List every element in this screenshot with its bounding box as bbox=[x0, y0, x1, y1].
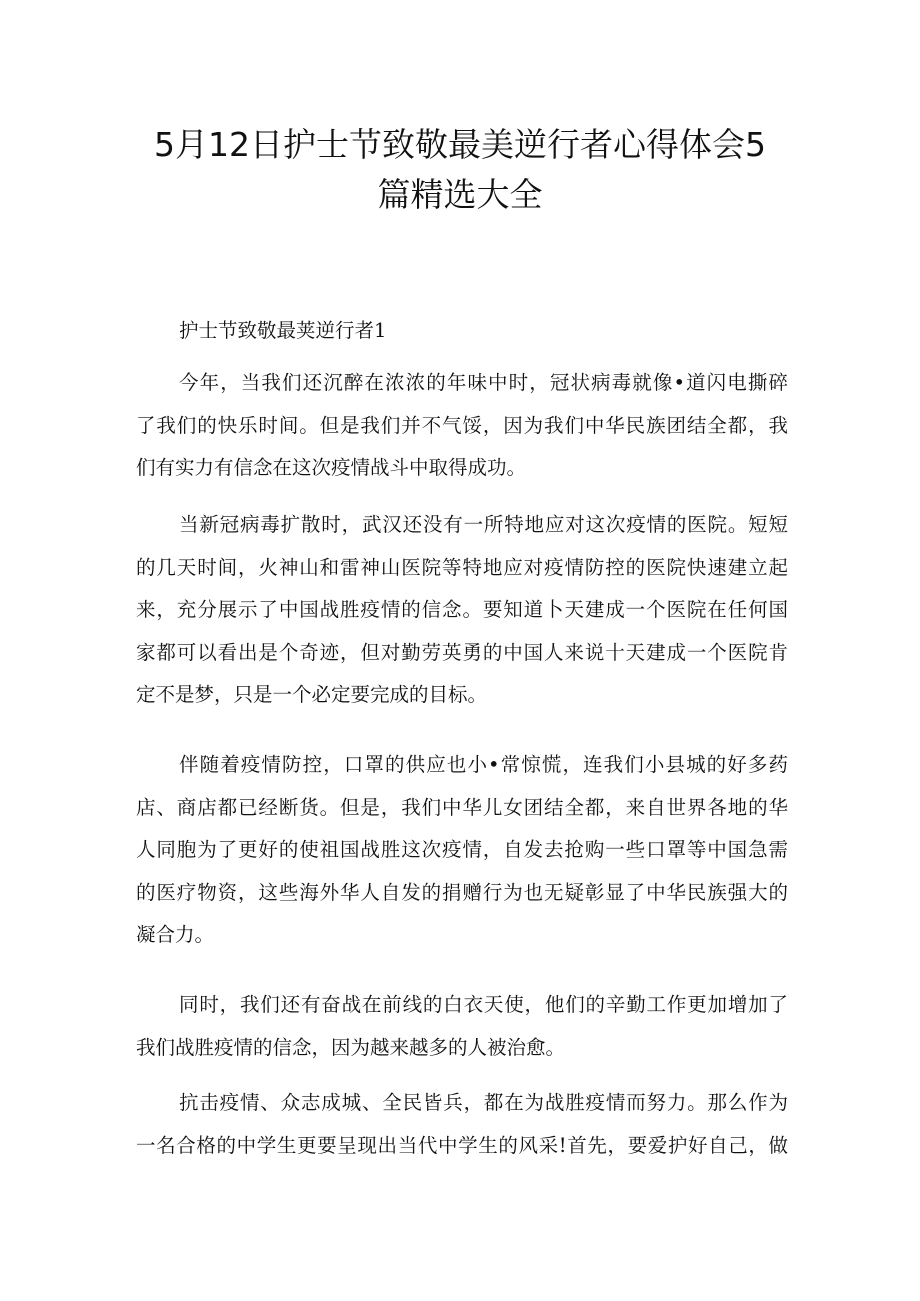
paragraph-3 bbox=[136, 750, 788, 963]
document-title bbox=[60, 120, 860, 220]
text-line: 抗击疫情、众志成城、全民皆兵，都在为战胜疫情而努力。那么作为 bbox=[179, 1091, 788, 1114]
paragraph-5 bbox=[136, 1088, 788, 1173]
text-line: 了我们的快乐时间。但是我们并不气馁，因为我们中华民族团结全都，我 bbox=[136, 413, 788, 437]
text-line: 人同胞为了更好的使祖国战胜这次疫情，自发去抢购一些口罩等中国急需 bbox=[136, 838, 788, 861]
text-line: 伴随着疫情防控，口罩的供应也小•常惊慌，连我们小县城的好多药 bbox=[179, 753, 788, 776]
text-line: 来，充分展示了中国战胜疫情的信念。要知道卜天建成一个医院在任何国 bbox=[136, 598, 788, 621]
section-heading: 护士节致敬最荚逆行者1 bbox=[179, 319, 387, 342]
text-line: 的医疗物资，这些海外华人自发的捐赠行为也无疑彰显了中华民族强大的 bbox=[136, 880, 788, 904]
text-line: 家都可以看出是个奇迹，但对勤劳英勇的中国人来说十天建成一个医院肯 bbox=[136, 640, 788, 664]
text-line: 店、商店都已经断货。但是，我们中华儿女团结全都，来自世界各地的华 bbox=[136, 795, 788, 819]
paragraph-2 bbox=[136, 510, 788, 723]
text-line: 我们战胜疫情的信念，因为越来越多的人被治愈。 bbox=[136, 1035, 566, 1059]
text-line: 当新冠病毒扩散时，武汉还没有一所特地应对这次疫情的医院。短短 bbox=[179, 513, 788, 536]
text-line: 的几天时间，火神山和雷神山医院等特地应对疫情防控的医院快速建立起 bbox=[136, 555, 788, 579]
text-line: 一名合格的中学生更要呈现出当代中学生的风采!首先，要爱护好自己，做 bbox=[136, 1133, 788, 1157]
title-line-2: 篇精选大全 bbox=[377, 175, 543, 214]
title-line-1: 5月12日护士节致敬最美逆行者心得体会5 bbox=[154, 125, 766, 164]
text-line: 今年，当我们还沉醉在浓浓的年味中时，冠状病毒就像•道闪电撕碎 bbox=[179, 371, 788, 394]
text-line: 定不是梦，只是一个必定要完成的目标。 bbox=[136, 683, 488, 706]
paragraph-1 bbox=[136, 368, 788, 496]
text-line: 们有实力有信念在这次疫情战斗中取得成功。 bbox=[136, 456, 527, 479]
text-line: 同时，我们还有奋战在前线的白衣天使，他们的辛勤工作更加增加了 bbox=[179, 993, 788, 1016]
paragraph-4 bbox=[136, 990, 788, 1075]
text-line: 凝合力。 bbox=[136, 923, 215, 946]
